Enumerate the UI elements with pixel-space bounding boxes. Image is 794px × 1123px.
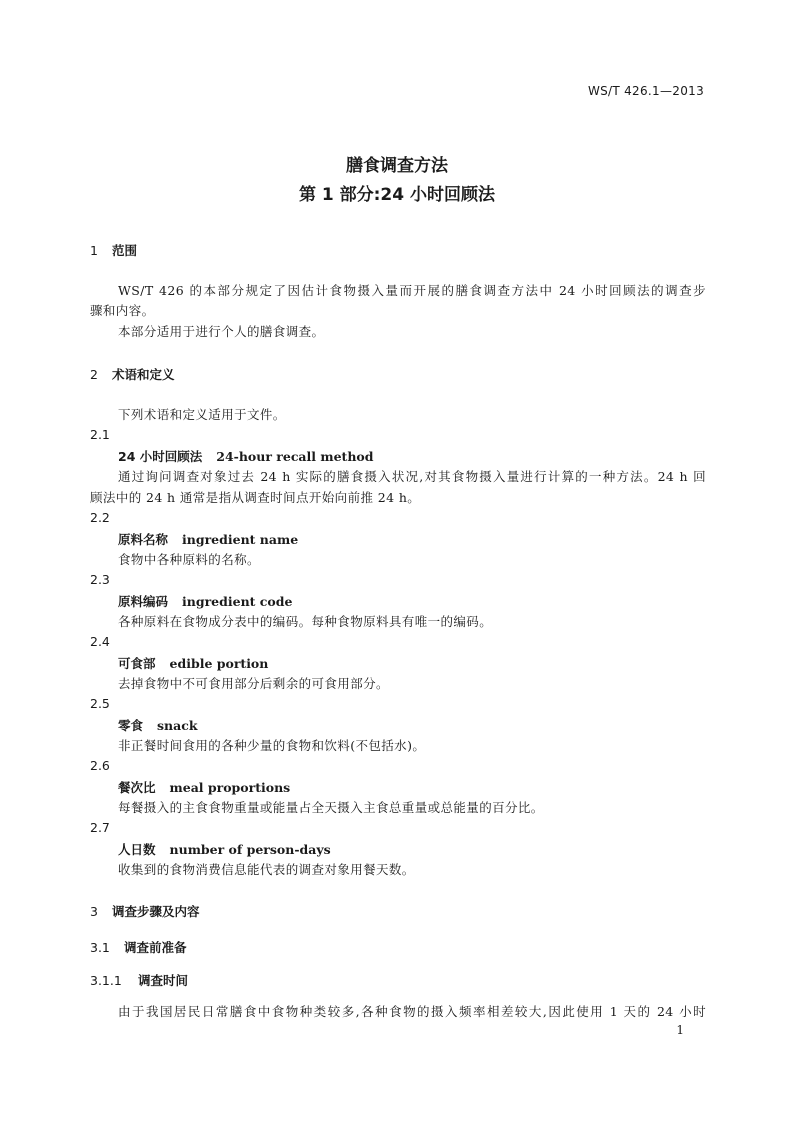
paragraph-continuation: 骤和内容。 <box>90 303 155 318</box>
term-number: 2.2 <box>90 510 110 525</box>
term-definition: 每餐摄入的主食食物重量或能量占全天摄入主食总重量或总能量的百分比。 <box>118 800 544 815</box>
section-title: 调查步骤及内容 <box>112 904 200 919</box>
term-definition: 去掉食物中不可食用部分后剩余的可食用部分。 <box>118 676 389 691</box>
term-definition: 各种原料在食物成分表中的编码。每种食物原料具有唯一的编码。 <box>118 614 493 629</box>
section-3-heading <box>90 902 200 920</box>
term-entry <box>118 530 298 548</box>
paragraph: 本部分适用于进行个人的膳食调查。 <box>118 324 325 339</box>
section-number: 3 <box>90 904 98 919</box>
page-number: 1 <box>676 1023 684 1037</box>
term-english: number of person-days <box>169 842 331 857</box>
term-entry <box>118 778 290 796</box>
term-entry <box>118 840 331 858</box>
term-entry <box>118 592 292 610</box>
subsection-3-1-heading <box>90 938 187 956</box>
term-chinese: 零食 <box>118 718 144 733</box>
section-title: 范围 <box>112 243 138 258</box>
subsection-3-1-1-heading <box>90 971 188 989</box>
term-definition-continuation: 顾法中的 24 h 通常是指从调查时间点开始向前推 24 h。 <box>90 490 421 505</box>
term-chinese: 餐次比 <box>118 780 156 795</box>
term-number: 2.7 <box>90 820 110 835</box>
term-entry <box>118 447 374 465</box>
section-2-heading <box>90 365 175 383</box>
term-number: 2.4 <box>90 634 110 649</box>
standard-code: WS/T 426.1—2013 <box>587 84 704 98</box>
section-number: 1 <box>90 243 98 258</box>
term-number: 2.6 <box>90 758 110 773</box>
section-number: 2 <box>90 367 98 382</box>
paragraph: 下列术语和定义适用于文件。 <box>118 407 286 422</box>
section-title: 调查前准备 <box>124 940 187 955</box>
term-definition: 食物中各种原料的名称。 <box>118 552 260 567</box>
term-number: 2.5 <box>90 696 110 711</box>
paragraph: WS/T 426 的本部分规定了因估计食物摄入量而开展的膳食调查方法中 24 小时回顾法的调查步 <box>118 283 706 298</box>
section-1-heading <box>90 241 137 259</box>
section-number: 3.1 <box>90 940 110 955</box>
term-english: meal proportions <box>169 780 291 795</box>
term-english: 24-hour recall method <box>216 449 374 464</box>
term-entry <box>118 716 198 734</box>
term-chinese: 原料名称 <box>118 532 169 547</box>
term-chinese: 24 小时回顾法 <box>118 449 203 464</box>
term-definition: 收集到的食物消费信息能代表的调查对象用餐天数。 <box>118 862 415 877</box>
term-english: ingredient code <box>182 594 293 609</box>
term-number: 2.1 <box>90 427 110 442</box>
document-title: 膳食调查方法 <box>346 156 448 176</box>
paragraph: 由于我国居民日常膳食中食物种类较多,各种食物的摄入频率相差较大,因此使用 1 天的 24 小时 <box>118 1004 706 1019</box>
term-definition: 非正餐时间食用的各种少量的食物和饮料(不包括水)。 <box>118 738 426 753</box>
term-entry <box>118 654 268 672</box>
section-title: 调查时间 <box>138 973 189 988</box>
term-chinese: 原料编码 <box>118 594 169 609</box>
section-title: 术语和定义 <box>112 367 175 382</box>
term-number: 2.3 <box>90 572 110 587</box>
term-chinese: 可食部 <box>118 656 156 671</box>
term-english: edible portion <box>169 656 269 671</box>
document-subtitle: 第 1 部分:24 小时回顾法 <box>298 185 496 205</box>
term-english: snack <box>157 718 198 733</box>
term-definition: 通过询问调查对象过去 24 h 实际的膳食摄入状况,对其食物摄入量进行计算的一种方法。24 h 回 <box>118 469 706 484</box>
section-number: 3.1.1 <box>90 973 122 988</box>
term-chinese: 人日数 <box>118 842 156 857</box>
term-english: ingredient name <box>182 532 299 547</box>
